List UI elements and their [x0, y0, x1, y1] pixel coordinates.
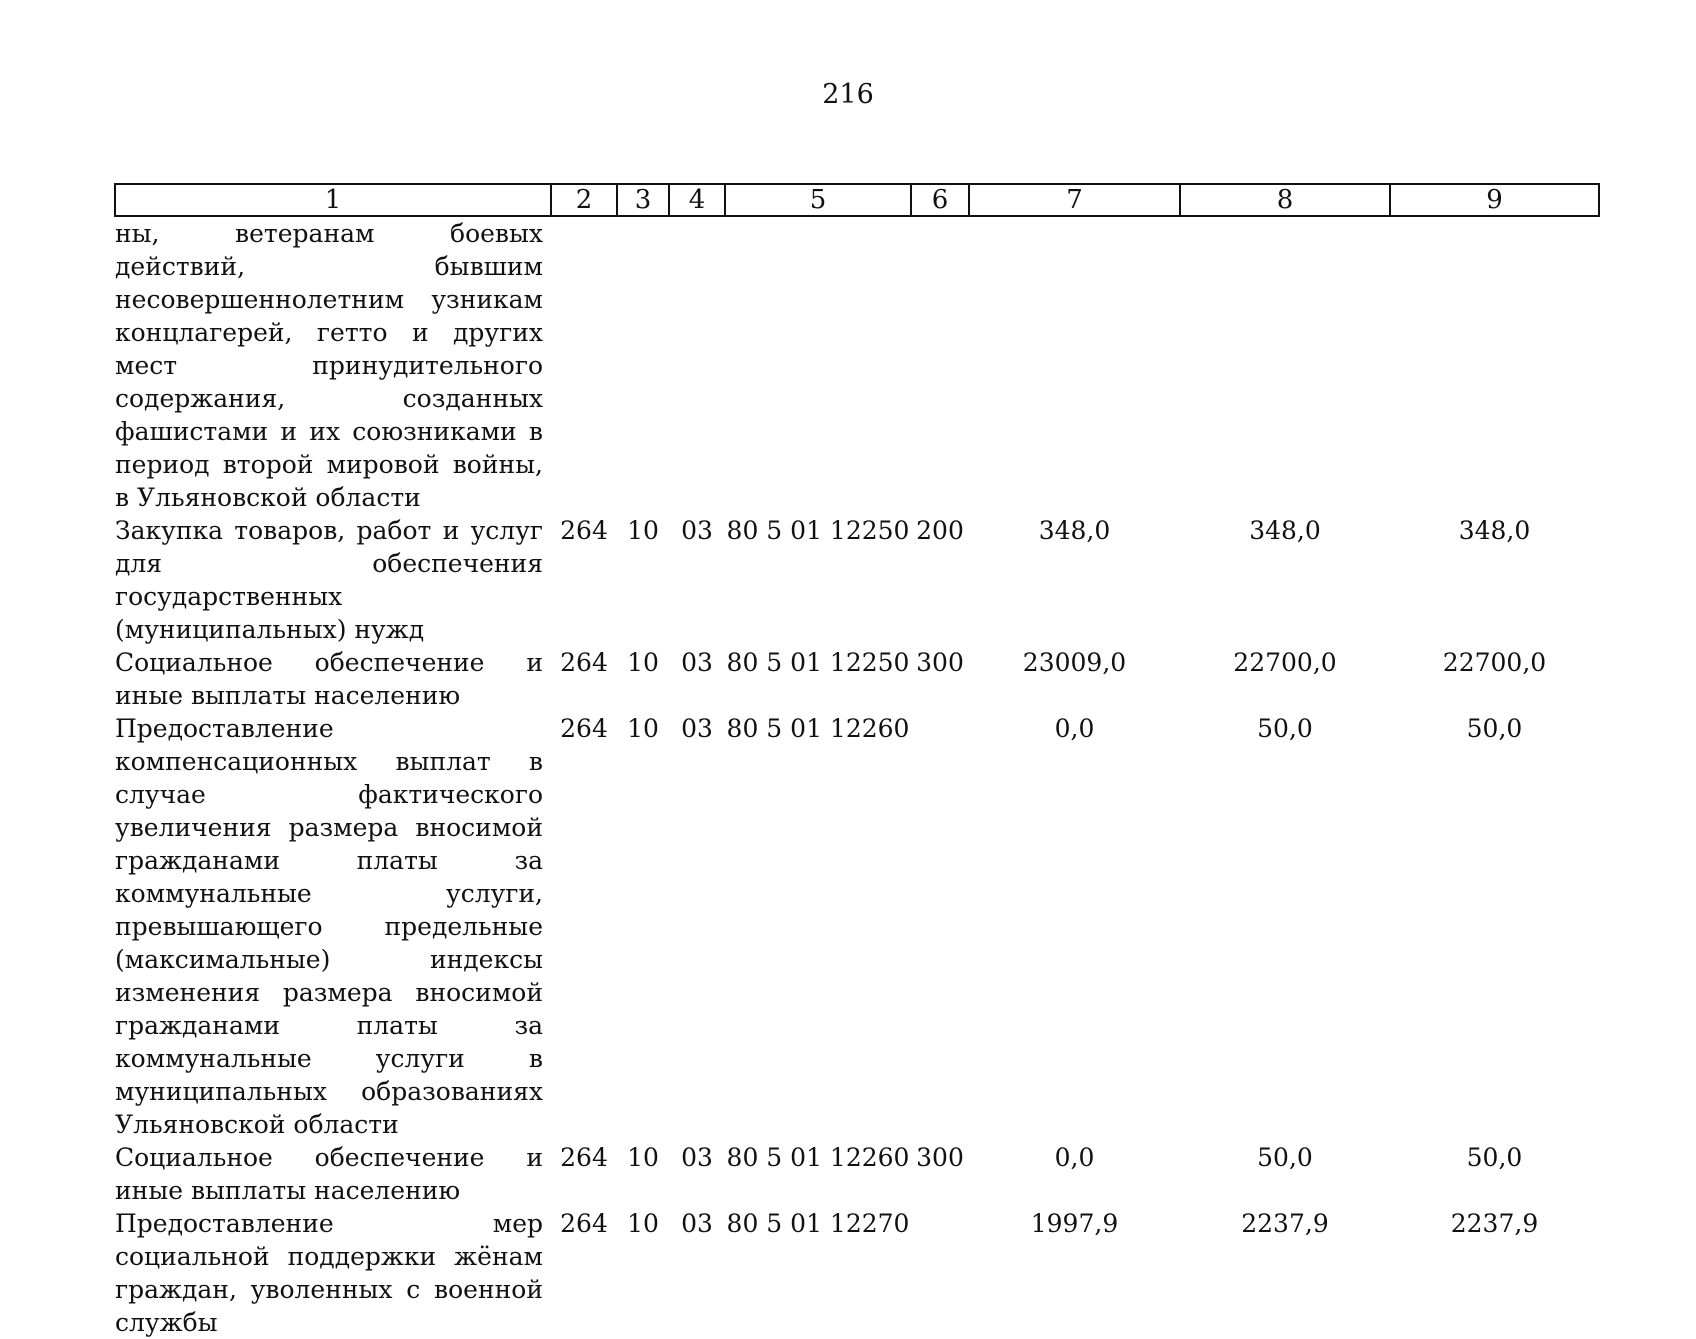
header-col-4: 4 — [669, 184, 725, 216]
row-amount-col9: 348,0 — [1458, 516, 1531, 545]
row-amount-col7 — [969, 216, 1180, 514]
header-col-3: 3 — [617, 184, 669, 216]
table-row — [115, 712, 1599, 1141]
row-amount-col9: 50,0 — [1466, 714, 1523, 743]
row-amount-col7: 23009,0 — [1022, 648, 1127, 677]
row-amount-col8 — [1180, 216, 1390, 514]
row-section: 10 — [627, 714, 659, 743]
row-amount-col7: 1997,9 — [1030, 1209, 1119, 1238]
row-section: 10 — [627, 1143, 659, 1172]
header-col-6: 6 — [911, 184, 969, 216]
row-amount-col8: 50,0 — [1257, 714, 1313, 743]
row-amount-col7: 0,0 — [1054, 1143, 1095, 1172]
row-expense-type: 200 — [916, 516, 964, 545]
budget-table — [114, 183, 1600, 1339]
table-header — [115, 184, 1599, 216]
row-admin-code: 264 — [560, 648, 608, 677]
row-description: Социальное обеспечение и иные выплаты населению — [115, 1143, 543, 1205]
header-col-2: 2 — [551, 184, 617, 216]
row-admin-code: 264 — [560, 714, 608, 743]
row-amount-col8: 348,0 — [1249, 516, 1321, 545]
row-section: 10 — [627, 1209, 659, 1238]
row-expense-type — [911, 216, 969, 514]
row-target-article — [725, 216, 911, 514]
row-amount-col7: 348,0 — [1038, 516, 1111, 545]
row-target-article: 80 5 01 12270 — [726, 1209, 910, 1238]
row-description: ны, ветеранам боевых действий, бывшим несовершеннолетним узникам концлагерей, гетто и других мест принудительного содержания, созданных фашистами и их союзниками в период второй мировой войны, в Ульяновской области — [115, 219, 543, 512]
row-admin-code: 264 — [560, 1209, 608, 1238]
row-expense-type: 300 — [916, 648, 964, 677]
row-subsection: 03 — [681, 714, 713, 743]
row-section: 10 — [627, 648, 659, 677]
row-subsection: 03 — [681, 648, 713, 677]
row-amount-col9: 2237,9 — [1450, 1209, 1539, 1238]
row-amount-col9 — [1390, 216, 1599, 514]
row-target-article: 80 5 01 12250 — [726, 648, 910, 677]
row-subsection: 03 — [681, 1143, 713, 1172]
header-col-9: 9 — [1390, 184, 1599, 216]
header-row — [115, 184, 1599, 216]
row-amount-col9: 50,0 — [1466, 1143, 1523, 1172]
row-description: Предоставление компенсационных выплат в случае фактического увеличения размера вносимой гражданами платы за коммунальные услуги, превышающего предельные (максимальные) индексы изменения размера вносимой гражданами платы за коммунальные услуги в муниципальных образованиях Ульяновской области — [115, 714, 543, 1139]
row-expense-type — [911, 712, 969, 1141]
row-admin-code: 264 — [560, 1143, 608, 1172]
row-description: Социальное обеспечение и иные выплаты населению — [115, 648, 543, 710]
row-subsection: 03 — [681, 516, 713, 545]
row-target-article: 80 5 01 12250 — [726, 516, 910, 545]
row-description: Закупка товаров, работ и услуг для обеспечения государственных (муниципальных) нужд — [115, 516, 543, 644]
row-section: 10 — [627, 516, 659, 545]
row-description: Предоставление мер социальной поддержки жёнам граждан, уволенных с военной службы — [115, 1209, 543, 1337]
table-row — [115, 216, 1599, 514]
table-row — [115, 646, 1599, 712]
table-row — [115, 1207, 1599, 1339]
table-body — [115, 216, 1599, 1339]
header-col-8: 8 — [1180, 184, 1390, 216]
row-amount-col8: 50,0 — [1257, 1143, 1313, 1172]
row-subsection — [669, 216, 725, 514]
row-expense-type: 300 — [916, 1143, 964, 1172]
row-admin-code: 264 — [560, 516, 608, 545]
row-section — [617, 216, 669, 514]
row-amount-col8: 2237,9 — [1241, 1209, 1329, 1238]
row-amount-col8: 22700,0 — [1233, 648, 1337, 677]
row-subsection: 03 — [681, 1209, 713, 1238]
row-target-article: 80 5 01 12260 — [726, 1143, 910, 1172]
row-target-article: 80 5 01 12260 — [726, 714, 910, 743]
table-row — [115, 514, 1599, 646]
row-admin-code — [551, 216, 617, 514]
header-col-7: 7 — [969, 184, 1180, 216]
page-number: 216 — [822, 79, 874, 110]
header-col-1: 1 — [115, 184, 551, 216]
row-amount-col9: 22700,0 — [1442, 648, 1547, 677]
table-row — [115, 1141, 1599, 1207]
row-amount-col7: 0,0 — [1054, 714, 1095, 743]
row-expense-type — [911, 1207, 969, 1339]
header-col-5: 5 — [725, 184, 911, 216]
